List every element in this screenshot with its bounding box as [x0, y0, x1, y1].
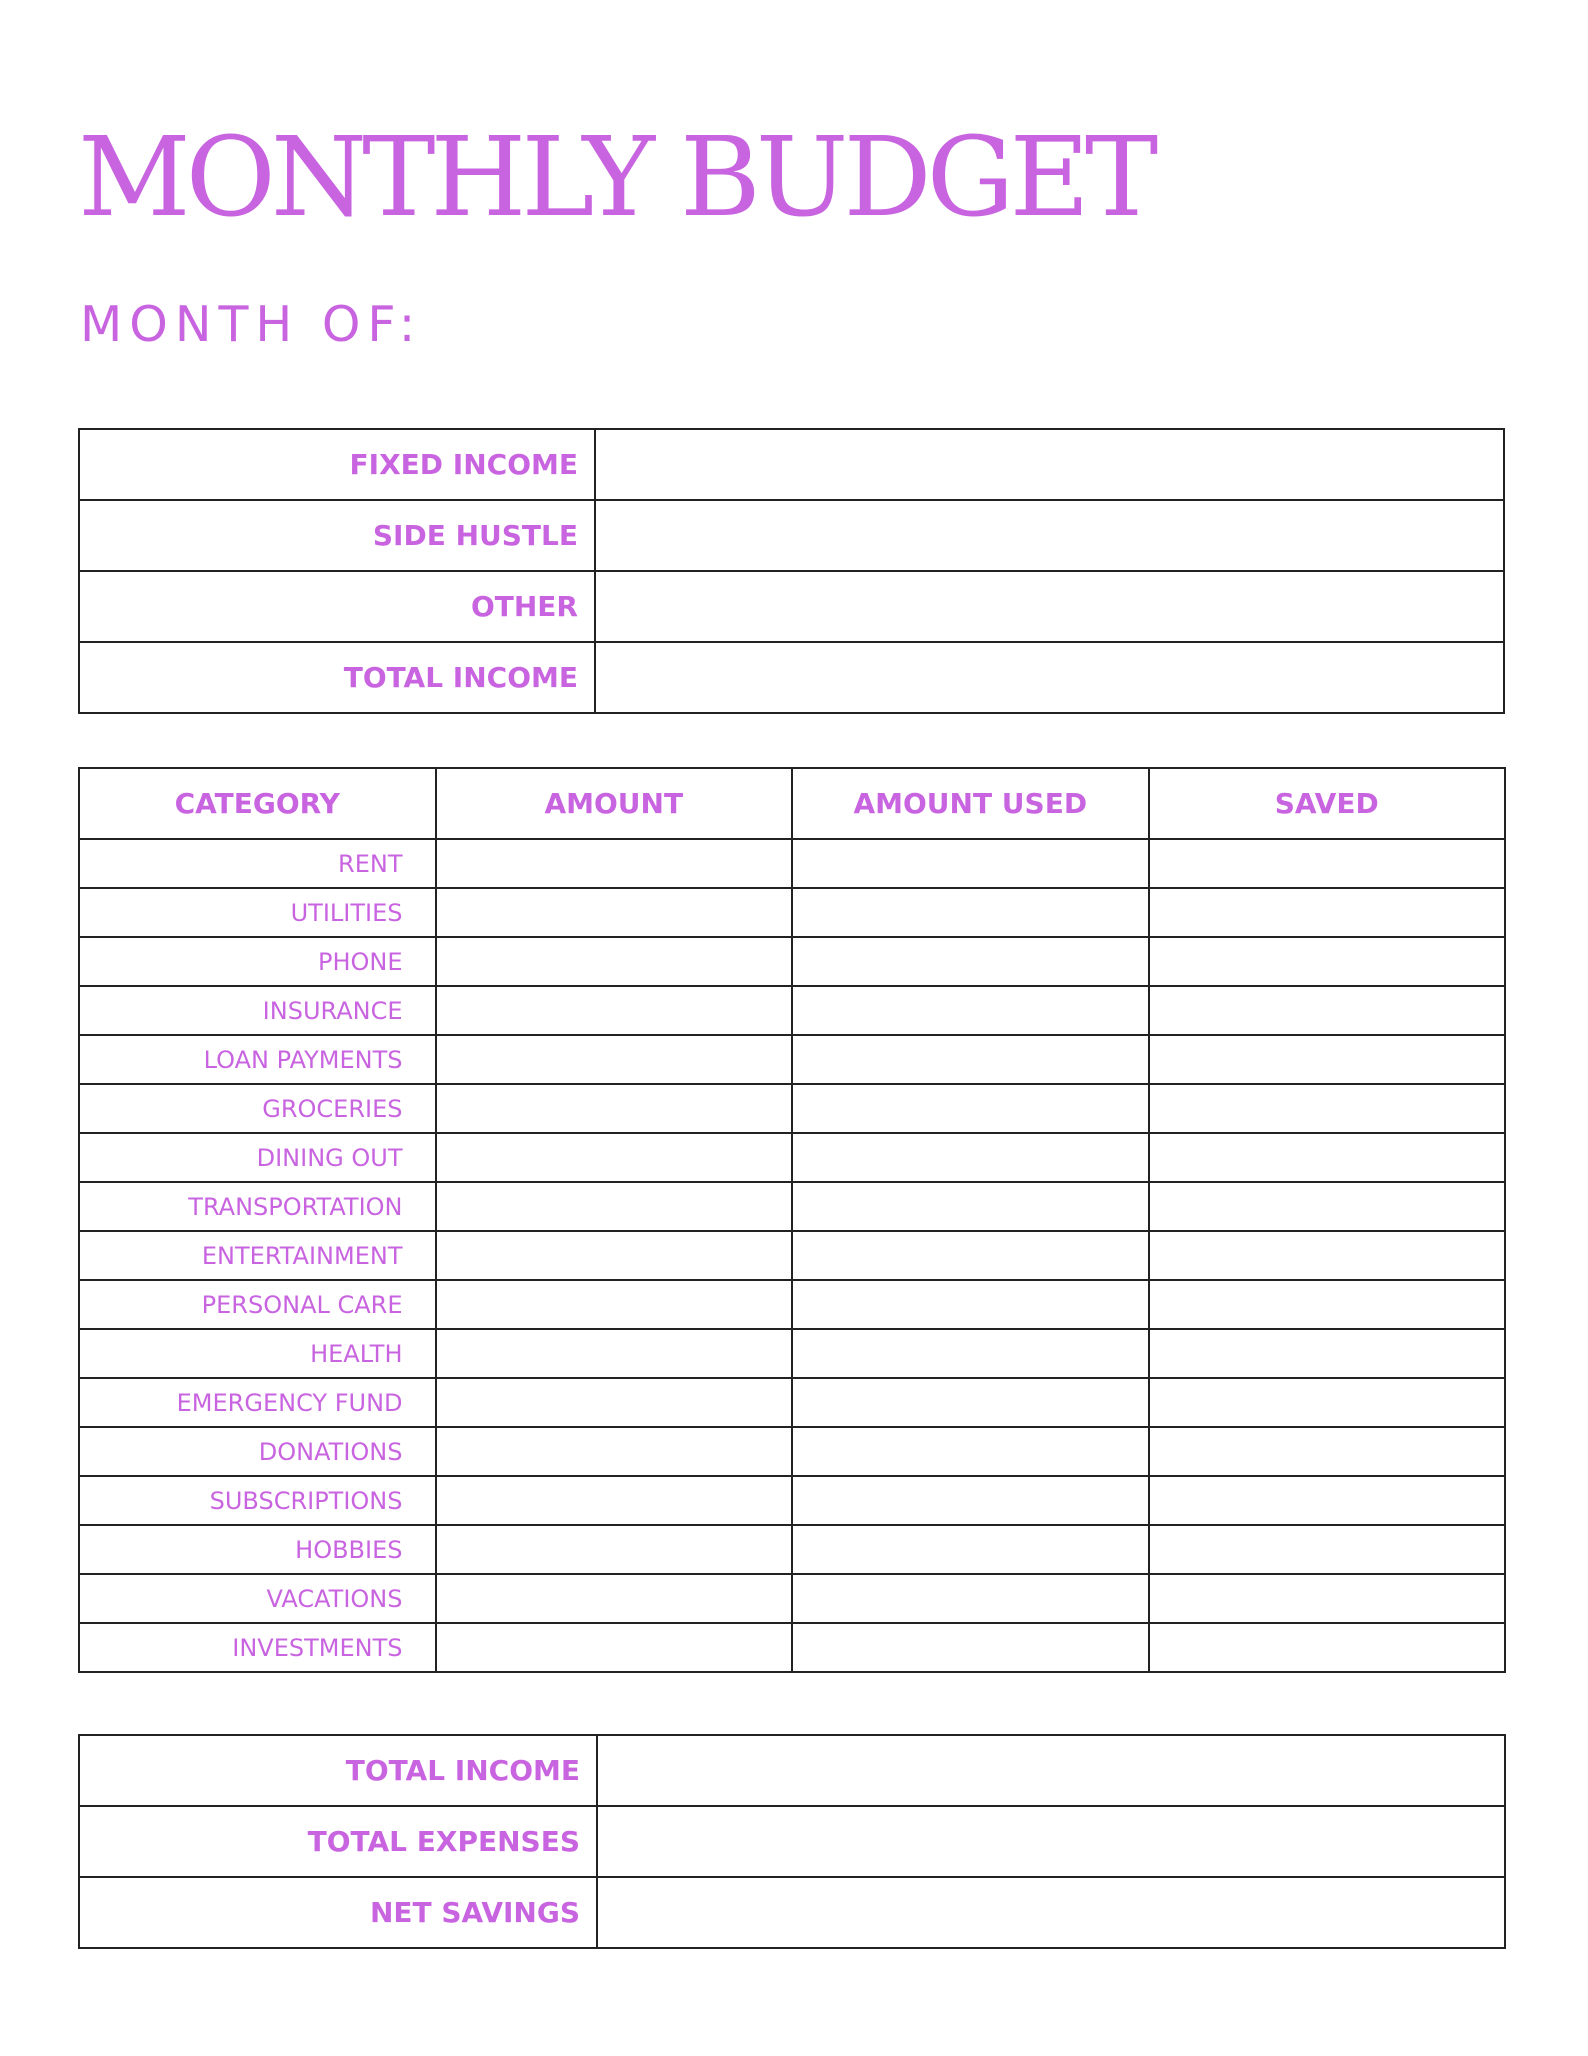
- income-value-cell[interactable]: [595, 571, 1504, 642]
- amount-cell[interactable]: [436, 1476, 793, 1525]
- amount-used-cell[interactable]: [792, 1280, 1149, 1329]
- amount-used-cell[interactable]: [792, 1525, 1149, 1574]
- amount-cell[interactable]: [436, 1231, 793, 1280]
- category-name: INSURANCE: [79, 986, 436, 1035]
- income-row-other: [79, 571, 1504, 642]
- category-header-row: [79, 768, 1505, 839]
- summary-value-cell[interactable]: [597, 1806, 1505, 1877]
- saved-cell[interactable]: [1149, 1035, 1506, 1084]
- summary-label: TOTAL EXPENSES: [79, 1806, 597, 1877]
- amount-used-cell[interactable]: [792, 937, 1149, 986]
- amount-used-cell[interactable]: [792, 839, 1149, 888]
- category-row: [79, 1133, 1505, 1182]
- saved-cell[interactable]: [1149, 839, 1506, 888]
- saved-cell[interactable]: [1149, 986, 1506, 1035]
- amount-used-cell[interactable]: [792, 986, 1149, 1035]
- amount-used-cell[interactable]: [792, 1084, 1149, 1133]
- income-table: [78, 428, 1505, 714]
- amount-cell[interactable]: [436, 888, 793, 937]
- category-body: [79, 839, 1505, 1672]
- summary-table: [78, 1734, 1506, 1949]
- category-name: HEALTH: [79, 1329, 436, 1378]
- category-row: [79, 1231, 1505, 1280]
- category-name: ENTERTAINMENT: [79, 1231, 436, 1280]
- amount-cell[interactable]: [436, 839, 793, 888]
- category-row: [79, 937, 1505, 986]
- saved-cell[interactable]: [1149, 1427, 1506, 1476]
- category-name: DINING OUT: [79, 1133, 436, 1182]
- category-name: VACATIONS: [79, 1574, 436, 1623]
- category-row: [79, 888, 1505, 937]
- category-row: [79, 1329, 1505, 1378]
- category-row: [79, 1035, 1505, 1084]
- month-of-label: MONTH OF:: [80, 296, 423, 353]
- summary-value-cell[interactable]: [597, 1735, 1505, 1806]
- category-name: PERSONAL CARE: [79, 1280, 436, 1329]
- category-row: [79, 1084, 1505, 1133]
- saved-cell[interactable]: [1149, 1525, 1506, 1574]
- amount-cell[interactable]: [436, 1525, 793, 1574]
- category-row: [79, 1427, 1505, 1476]
- amount-cell[interactable]: [436, 1378, 793, 1427]
- amount-used-cell[interactable]: [792, 1427, 1149, 1476]
- saved-cell[interactable]: [1149, 888, 1506, 937]
- amount-used-cell[interactable]: [792, 1133, 1149, 1182]
- category-name: GROCERIES: [79, 1084, 436, 1133]
- amount-cell[interactable]: [436, 1084, 793, 1133]
- category-name: DONATIONS: [79, 1427, 436, 1476]
- amount-cell[interactable]: [436, 1280, 793, 1329]
- summary-value-cell[interactable]: [597, 1877, 1505, 1948]
- category-row: [79, 1182, 1505, 1231]
- income-value-cell[interactable]: [595, 429, 1504, 500]
- income-label: SIDE HUSTLE: [79, 500, 595, 571]
- amount-cell[interactable]: [436, 1427, 793, 1476]
- category-row: [79, 1280, 1505, 1329]
- saved-cell[interactable]: [1149, 1182, 1506, 1231]
- saved-cell[interactable]: [1149, 1280, 1506, 1329]
- summary-label: NET SAVINGS: [79, 1877, 597, 1948]
- amount-cell[interactable]: [436, 1329, 793, 1378]
- category-row: [79, 1623, 1505, 1672]
- summary-row-total-expenses: [79, 1806, 1505, 1877]
- summary-label: TOTAL INCOME: [79, 1735, 597, 1806]
- income-row-total-income: [79, 642, 1504, 713]
- category-name: SUBSCRIPTIONS: [79, 1476, 436, 1525]
- income-value-cell[interactable]: [595, 642, 1504, 713]
- income-row-fixed-income: [79, 429, 1504, 500]
- amount-cell[interactable]: [436, 1035, 793, 1084]
- amount-cell[interactable]: [436, 937, 793, 986]
- amount-used-cell[interactable]: [792, 1035, 1149, 1084]
- category-name: RENT: [79, 839, 436, 888]
- category-name: HOBBIES: [79, 1525, 436, 1574]
- category-row: [79, 986, 1505, 1035]
- summary-row-total-income: [79, 1735, 1505, 1806]
- column-header-amount-used: AMOUNT USED: [792, 768, 1149, 839]
- saved-cell[interactable]: [1149, 937, 1506, 986]
- income-row-side-hustle: [79, 500, 1504, 571]
- page-title: MONTHLY BUDGET: [78, 113, 1154, 241]
- category-row: [79, 1378, 1505, 1427]
- category-row: [79, 839, 1505, 888]
- summary-row-net-savings: [79, 1877, 1505, 1948]
- category-name: UTILITIES: [79, 888, 436, 937]
- column-header-saved: SAVED: [1149, 768, 1506, 839]
- saved-cell[interactable]: [1149, 1133, 1506, 1182]
- saved-cell[interactable]: [1149, 1574, 1506, 1623]
- income-label: FIXED INCOME: [79, 429, 595, 500]
- category-name: EMERGENCY FUND: [79, 1378, 436, 1427]
- column-header-amount: AMOUNT: [436, 768, 793, 839]
- amount-cell[interactable]: [436, 1133, 793, 1182]
- amount-used-cell[interactable]: [792, 1574, 1149, 1623]
- income-value-cell[interactable]: [595, 500, 1504, 571]
- category-name: TRANSPORTATION: [79, 1182, 436, 1231]
- category-name: INVESTMENTS: [79, 1623, 436, 1672]
- saved-cell[interactable]: [1149, 1329, 1506, 1378]
- saved-cell[interactable]: [1149, 1231, 1506, 1280]
- category-row: [79, 1574, 1505, 1623]
- category-table: [78, 767, 1506, 1673]
- amount-cell[interactable]: [436, 1574, 793, 1623]
- category-name: LOAN PAYMENTS: [79, 1035, 436, 1084]
- saved-cell[interactable]: [1149, 1623, 1506, 1672]
- category-row: [79, 1476, 1505, 1525]
- income-label: OTHER: [79, 571, 595, 642]
- column-header-category: CATEGORY: [79, 768, 436, 839]
- saved-cell[interactable]: [1149, 1084, 1506, 1133]
- amount-cell[interactable]: [436, 986, 793, 1035]
- amount-used-cell[interactable]: [792, 1378, 1149, 1427]
- saved-cell[interactable]: [1149, 1476, 1506, 1525]
- income-label: TOTAL INCOME: [79, 642, 595, 713]
- category-row: [79, 1525, 1505, 1574]
- amount-used-cell[interactable]: [792, 1182, 1149, 1231]
- amount-used-cell[interactable]: [792, 1476, 1149, 1525]
- amount-cell[interactable]: [436, 1182, 793, 1231]
- amount-used-cell[interactable]: [792, 1329, 1149, 1378]
- amount-used-cell[interactable]: [792, 1623, 1149, 1672]
- amount-used-cell[interactable]: [792, 1231, 1149, 1280]
- saved-cell[interactable]: [1149, 1378, 1506, 1427]
- amount-cell[interactable]: [436, 1623, 793, 1672]
- amount-used-cell[interactable]: [792, 888, 1149, 937]
- category-name: PHONE: [79, 937, 436, 986]
